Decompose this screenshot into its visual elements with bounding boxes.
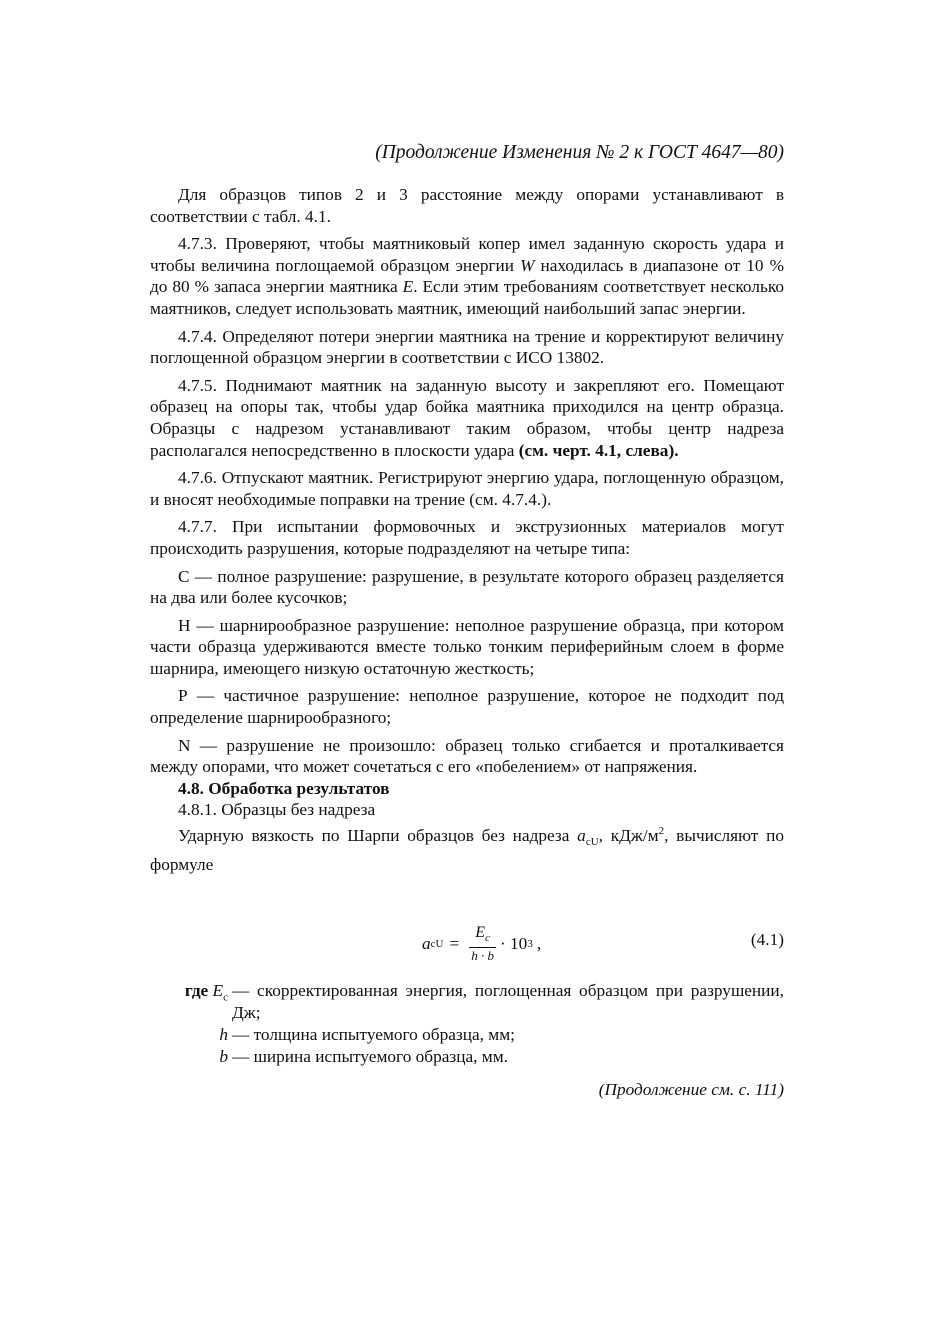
definition-b: b — ширина испытуемого образца, мм.	[219, 1047, 508, 1066]
paragraph: Для образцов типов 2 и 3 расстояние между опорами устанавливают в соответствии с табл. 4.1.	[150, 185, 784, 226]
fracture-type-p: Р — частичное разрушение: неполное разрушение, которое не подходит под определение шарнирообразного;	[150, 686, 784, 728]
fracture-type-h: Н — шарнирообразное разрушение: неполное разрушение образца, при котором части образца удерживаются вместе только тонким периферийным слоем в форме шарнира, имеющего низкую остаточную жесткость;	[150, 615, 784, 678]
formula-fraction: $\frac{E_c}{h \cdot b}$	[471, 924, 494, 964]
definition-ec: где $E_c$ — скорректированная энергия, поглощенная образцом при разрушении, Дж;	[184, 981, 784, 1022]
section-heading-4-8: 4.8. Обработка результатов	[178, 778, 390, 798]
paragraph-impact-strength: Ударную вязкость по Шарпи образцов без надреза $a_{cU}$, кДж/$м^2$, вычисляют по формуле	[150, 825, 785, 874]
paragraph-4-7-5: 4.7.5. Поднимают маятник на заданную высоту и закрепляют его. Помещают образец на опоры так, чтобы удар бойка маятника приходился на центр образца. Образцы с надрезом устанавливают таким образом, чтобы центр надреза располагался непосредственно в плоскости удара (см. черт. 4.1, слева).	[150, 375, 784, 460]
variable-definitions	[150, 980, 784, 1068]
definition-h: h — толщина испытуемого образца, мм;	[219, 1025, 515, 1044]
paragraph-4-7-3: 4.7.3. Проверяют, чтобы маятниковый копер имел заданную скорость удара и чтобы величина поглощаемой образцом энергии W находилась в диапазоне от 10 % до 80 % запаса энергии маятника E. Если этим требованиям соответствует несколько маятников, следует использовать маятник, имеющий наибольший запас энергии.	[150, 234, 784, 318]
formula-4-1	[150, 918, 784, 970]
page-footer: (Продолжение см. с. 111)	[598, 1080, 784, 1099]
page-header: (Продолжение Изменения № 2 к ГОСТ 4647—80)	[375, 142, 784, 163]
paragraph-4-7-6: 4.7.6. Отпускают маятник. Регистрируют энергию удара, поглощенную образцом, и вносят необходимые поправки на трение (см. 4.7.4.).	[150, 468, 784, 509]
paragraph-4-7-4: 4.7.4. Определяют потери энергии маятника на трение и корректируют величину поглощенной образцом энергии в соответствии с ИСО 13802.	[150, 326, 784, 368]
fracture-type-n: N — разрушение не произошло: образец только сгибается и проталкивается между опорами, что может сочетаться с его «побелением» от напряжения.	[150, 735, 784, 777]
formula-expression: a cU = $\frac{E_c}{h \cdot b}$ · 10 3 ,	[422, 924, 542, 964]
formula-number: (4.1)	[750, 930, 784, 949]
body-text	[150, 184, 784, 875]
fracture-type-c: С — полное разрушение: разрушение, в результате которого образец разделяется на два или более кусочков;	[150, 566, 784, 608]
paragraph-4-7-7: 4.7.7. При испытании формовочных и экструзионных материалов могут происходить разрушения, которые подразделяют на четыре типа:	[150, 517, 784, 558]
subsection-4-8-1: 4.8.1. Образцы без надреза	[178, 800, 376, 820]
